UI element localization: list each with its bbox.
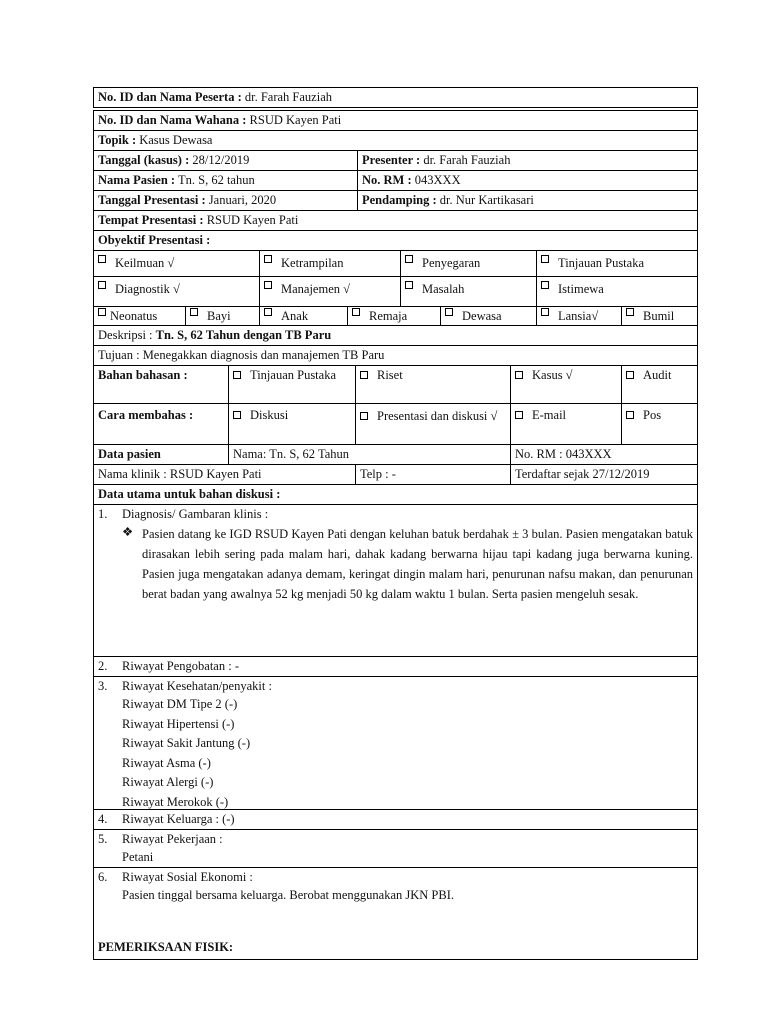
row-topik: [93, 131, 698, 151]
checkbox-bahan-kasus[interactable]: Kasus √: [510, 366, 621, 403]
keluarga-num: 4.: [98, 812, 108, 826]
row-diagnosis: [93, 505, 698, 657]
tanggal-value: 28/12/2019: [189, 153, 250, 167]
tgl-presentasi-label: Tanggal Presentasi :: [98, 193, 206, 207]
topik-label: Topik :: [98, 133, 137, 147]
row-tanggal: [93, 151, 698, 171]
deskripsi-label: Deskripsi :: [98, 328, 156, 342]
row-cara: [93, 404, 698, 445]
pendamping-value: dr. Nur Kartikasari: [436, 193, 534, 207]
diagnosis-num: 1.: [98, 507, 108, 521]
tgl-presentasi-value: Januari, 2020: [205, 193, 277, 207]
row-tgl-presentasi: [93, 191, 698, 211]
checkbox-icon: [233, 411, 241, 419]
checkbox-icon: [264, 255, 272, 263]
kesehatan-title: Riwayat Kesehatan/penyakit :: [122, 679, 272, 693]
row-pasien: [93, 171, 698, 191]
pasien-label: Nama Pasien :: [98, 173, 176, 187]
row-tujuan: [93, 346, 698, 366]
pendamping-label: Pendamping :: [362, 193, 437, 207]
checkbox-icon: [541, 308, 549, 316]
checkbox-remaja[interactable]: Remaja: [347, 307, 440, 325]
row-wahana: [93, 110, 698, 131]
checkbox-icon: [233, 371, 241, 379]
checkbox-diagnostik[interactable]: Diagnostik √: [94, 277, 259, 306]
row-data-utama: [93, 485, 698, 505]
checkbox-manajemen[interactable]: Manajemen √: [259, 277, 400, 306]
tempat-label: Tempat Presentasi :: [98, 213, 204, 227]
checkbox-neonatus[interactable]: Neonatus: [94, 307, 185, 325]
data-utama-label: Data utama untuk bahan diskusi :: [98, 487, 281, 501]
checkbox-icon: [405, 255, 413, 263]
kesehatan-item: Riwayat Merokok (-): [122, 794, 229, 809]
deskripsi-value: Tn. S, 62 Tahun dengan TB Paru: [155, 328, 332, 342]
presentation-form: [93, 87, 698, 960]
checkbox-cara-diskusi[interactable]: Diskusi: [228, 404, 355, 444]
sosial-title: Riwayat Sosial Ekonomi :: [122, 870, 253, 884]
klinik-telp: Telp : -: [355, 465, 510, 484]
kesehatan-item: Riwayat Alergi (-): [122, 775, 214, 789]
kesehatan-num: 3.: [98, 679, 108, 693]
checkbox-bahan-audit[interactable]: Audit: [621, 366, 697, 403]
pekerjaan-title: Riwayat Pekerjaan :: [122, 832, 223, 846]
checkbox-icon: [515, 411, 523, 419]
presenter-label: Presenter :: [362, 153, 421, 167]
pemeriksaan-fisik-label: PEMERIKSAAN FISIK:: [98, 939, 234, 954]
diamond-bullet-icon: ❖: [122, 525, 134, 539]
rm-value: 043XXX: [411, 173, 461, 187]
row-obyektif-2: [93, 277, 698, 307]
klinik-terdaftar: Terdaftar sejak 27/12/2019: [510, 465, 697, 484]
diagnosis-title: Diagnosis/ Gambaran klinis :: [122, 507, 269, 521]
checkbox-icon: [352, 308, 360, 316]
tanggal-label: Tanggal (kasus) :: [98, 153, 190, 167]
pekerjaan-value: Petani: [122, 850, 154, 864]
presenter-value: dr. Farah Fauziah: [420, 153, 511, 167]
checkbox-lansia[interactable]: Lansia√: [536, 307, 621, 325]
checkbox-icon: [264, 281, 272, 289]
wahana-label: No. ID dan Nama Wahana :: [98, 113, 247, 127]
keluarga-text: Riwayat Keluarga : (-): [122, 812, 235, 826]
tempat-value: RSUD Kayen Pati: [203, 213, 299, 227]
row-deskripsi: [93, 326, 698, 346]
pengobatan-num: 2.: [98, 659, 108, 673]
checkbox-icon: [190, 308, 198, 316]
checkbox-cara-presentasi[interactable]: Presentasi dan diskusi √: [355, 404, 510, 444]
row-tempat: [93, 211, 698, 231]
pasien-value: Tn. S, 62 tahun: [175, 173, 255, 187]
rm-label: No. RM :: [362, 173, 412, 187]
checkbox-icon: [541, 281, 549, 289]
checkbox-icon: [515, 371, 523, 379]
checkbox-bahan-riset[interactable]: Riset: [355, 366, 510, 403]
checkbox-icon: [626, 411, 634, 419]
diagnosis-text: Pasien datang ke IGD RSUD Kayen Pati dengan keluhan batuk berdahak ± 3 bulan. Pasien mengatakan batuk dirasakan lebih sering pada malam hari, dahak kadang berwarna hijau tapi kadang juga berwarna kuning. Pasien juga mengatakan adanya demam, keringat dingin malam hari, penurunan nafsu makan, dan penurunan berat badan yang awalnya 52 kg menjadi 50 kg dalam waktu 1 bulan. Serta pasien mengeluh sesak.: [142, 527, 693, 601]
checkbox-dewasa[interactable]: Dewasa: [440, 307, 536, 325]
checkbox-icon: [405, 281, 413, 289]
row-obyektif-3: [93, 307, 698, 326]
checkbox-icon: [264, 308, 272, 316]
checkbox-penyegaran[interactable]: Penyegaran: [400, 251, 536, 276]
row-data-pasien: [93, 445, 698, 465]
checkbox-icon: [445, 308, 453, 316]
checkbox-tinjauan-pustaka[interactable]: Tinjauan Pustaka: [536, 251, 697, 276]
topik-value: Kasus Dewasa: [136, 133, 213, 147]
checkbox-bumil[interactable]: Bumil: [621, 307, 697, 325]
checkbox-icon: [626, 308, 634, 316]
checkbox-cara-pos[interactable]: Pos: [621, 404, 697, 444]
row-obyektif: [93, 231, 698, 251]
row-bahan: [93, 366, 698, 404]
sosial-num: 6.: [98, 870, 108, 884]
checkbox-ketrampilan[interactable]: Ketrampilan: [259, 251, 400, 276]
checkbox-masalah[interactable]: Masalah: [400, 277, 536, 306]
sosial-value: Pasien tinggal bersama keluarga. Berobat menggunakan JKN PBI.: [122, 888, 454, 902]
kesehatan-item: Riwayat Asma (-): [122, 755, 211, 770]
checkbox-icon: [626, 371, 634, 379]
row-kesehatan: [93, 677, 698, 810]
data-pasien-nama: Nama: Tn. S, 62 Tahun: [228, 445, 510, 464]
checkbox-anak[interactable]: Anak: [259, 307, 347, 325]
peserta-value: dr. Farah Fauziah: [241, 90, 332, 104]
row-sosial: [93, 868, 698, 960]
checkbox-cara-email[interactable]: E-mail: [510, 404, 621, 444]
checkbox-icon: [98, 255, 106, 263]
row-obyektif-1: [93, 251, 698, 277]
checkbox-icon: [98, 281, 106, 289]
peserta-label: No. ID dan Nama Peserta :: [98, 90, 242, 104]
checkbox-istimewa[interactable]: Istimewa: [536, 277, 697, 306]
kesehatan-item: Riwayat DM Tipe 2 (-): [122, 697, 238, 711]
tujuan-text: Tujuan : Menegakkan diagnosis dan manajemen TB Paru: [98, 348, 385, 362]
bahan-label: Bahan bahasan :: [98, 368, 188, 382]
wahana-value: RSUD Kayen Pati: [246, 113, 342, 127]
checkbox-icon: [541, 255, 549, 263]
checkbox-icon: [360, 412, 368, 420]
row-peserta: [93, 87, 698, 108]
checkbox-bayi[interactable]: Bayi: [185, 307, 259, 325]
pengobatan-text: Riwayat Pengobatan : -: [122, 659, 239, 673]
checkbox-icon: [98, 308, 106, 316]
kesehatan-item: Riwayat Hipertensi (-): [122, 716, 235, 731]
obyektif-label: Obyektif Presentasi :: [98, 233, 211, 247]
data-pasien-label: Data pasien: [98, 447, 161, 461]
row-pekerjaan: [93, 830, 698, 868]
kesehatan-item: Riwayat Sakit Jantung (-): [122, 736, 251, 750]
row-keluarga: [93, 810, 698, 830]
pekerjaan-num: 5.: [98, 832, 108, 846]
cara-label: Cara membahas :: [98, 408, 194, 422]
checkbox-icon: [360, 371, 368, 379]
row-klinik: [93, 465, 698, 485]
checkbox-keilmuan[interactable]: Keilmuan √: [94, 251, 259, 276]
checkbox-bahan-tinjauan[interactable]: Tinjauan Pustaka: [228, 366, 355, 403]
row-pengobatan: [93, 657, 698, 677]
data-pasien-rm: No. RM : 043XXX: [510, 445, 697, 464]
klinik-name: Nama klinik : RSUD Kayen Pati: [98, 467, 262, 481]
